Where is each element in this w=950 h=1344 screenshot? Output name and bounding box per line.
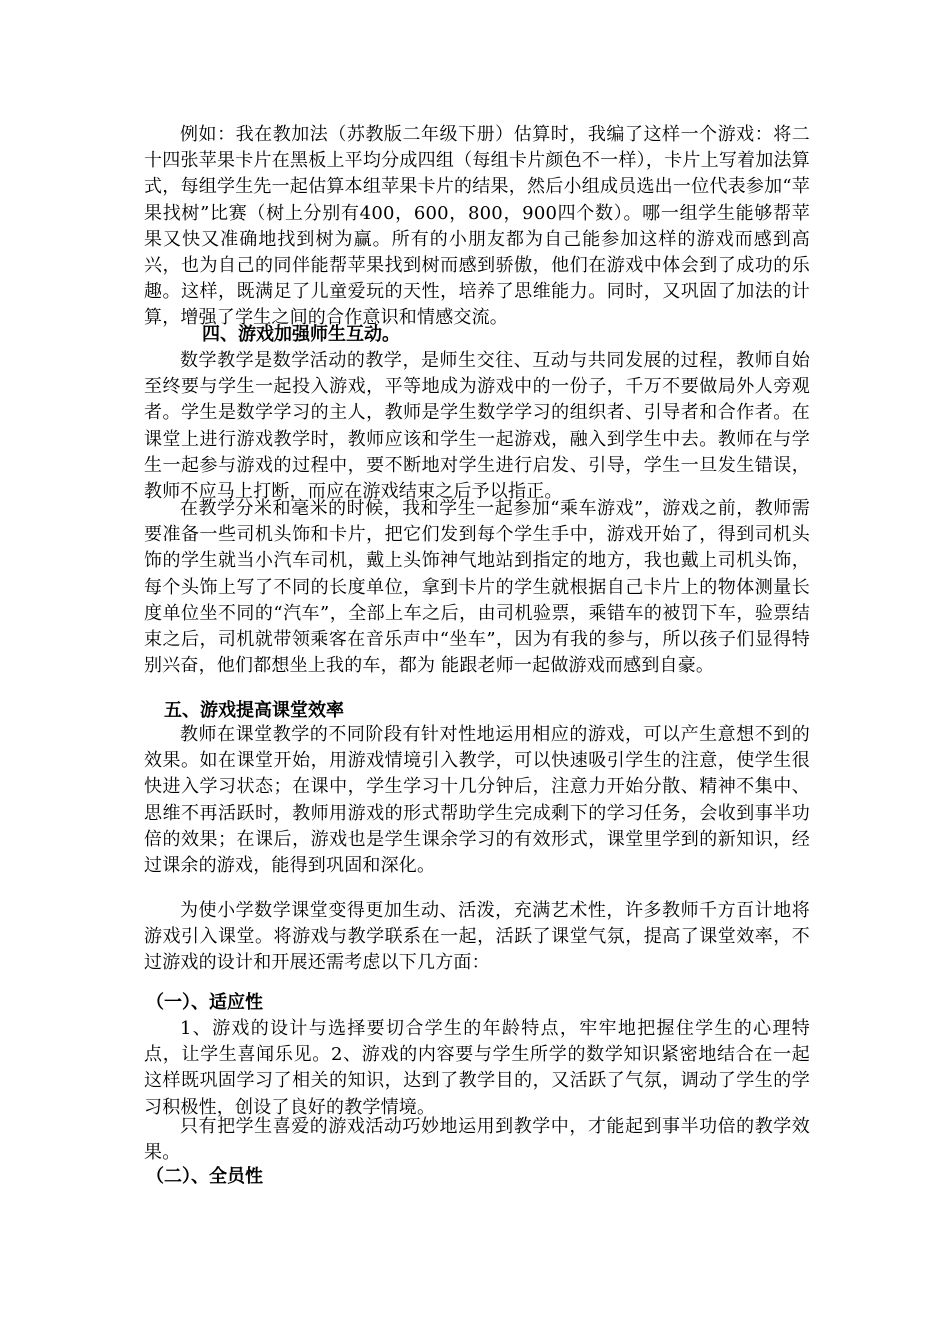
subsection-heading-adaptability: （一）、适应性 [146, 992, 263, 1013]
paragraph-teacher-student-interaction: 数学教学是数学活动的教学，是师生交往、互动与共同发展的过程，教师自始至终要与学生一起投入游戏，平等地成为游戏中的一份子，千万不要做局外人旁观者。学生是数学学习的主人，教师是学生数学学习的组织者、引导者和合作者。在课堂上进行游戏教学时，教师应该和学生一起游戏，融入到学生中去。教师在与学生一起参与游戏的过程中，要不断地对学生进行启发、引导，学生一旦发生错误，教师不应马上打断，而应在游戏结束之后予以指正。 [144, 350, 810, 503]
paragraph-game-design-intro: 为使小学数学课堂变得更加生动、活泼，充满艺术性，许多教师千方百计地将游戏引入课堂。将游戏与教学联系在一起，活跃了课堂气氛，提高了课堂效率，不过游戏的设计和开展还需考虑以下几方面： [144, 900, 810, 974]
paragraph-apple-game-example: 例如：我在教加法（苏教版二年级下册）估算时，我编了这样一个游戏：将二十四张苹果卡片在黑板上平均分成四组（每组卡片颜色不一样），卡片上写着加法算式，每组学生先一起估算本组苹果卡片的结果，然后小组成员选出一位代表参加“苹果找树”比赛（树上分别有400，600，800，900四个数）。哪一组学生能够帮苹果又快又准确地找到树为赢。所有的小朋友都为自己能参加这样的游戏而感到高兴，也为自己的同伴能帮苹果找到树而感到骄傲，他们在游戏中体会到了成功的乐趣。这样，既满足了儿童爱玩的天性，培养了思维能力。同时，又巩固了加法的计算，增强了学生之间的合作意识和情感交流。 [144, 124, 810, 329]
paragraph-adaptability-points: 1、游戏的设计与选择要切合学生的年龄特点，牢牢地把握住学生的心理特点，让学生喜闻乐见。2、游戏的内容要与学生所学的数学知识紧密地结合在一起这样既巩固学习了相关的知识，达到了教学目的，又活跃了气氛，调动了学生的学习积极性，创设了良好的教学情境。 [144, 1018, 810, 1118]
paragraph-adaptability-conclusion: 只有把学生喜爱的游戏活动巧妙地运用到教学中，才能起到事半功倍的教学效果。 [144, 1116, 810, 1164]
paragraph-classroom-efficiency: 教师在课堂教学的不同阶段有针对性地运用相应的游戏，可以产生意想不到的效果。如在课堂开始，用游戏情境引入教学，可以快速吸引学生的注意，使学生很快进入学习状态；在课中，学生学习十几分钟后，注意力开始分散、精神不集中、思维不再活跃时，教师用游戏的形式帮助学生完成剩下的学习任务，会收到事半功倍的效果；在课后，游戏也是学生课余学习的有效形式，课堂里学到的新知识，经过课余的游戏，能得到巩固和深化。 [144, 724, 810, 877]
section-heading-5: 五、游戏提高课堂效率 [164, 700, 344, 721]
section-heading-4: 四、游戏加强师生互动。 [202, 324, 400, 345]
paragraph-bus-game-example: 在教学分米和毫米的时候，我和学生一起参加“乘车游戏”，游戏之前，教师需要准备一些司机头饰和卡片，把它们发到每个学生手中，游戏开始了，得到司机头饰的学生就当小汽车司机，戴上头饰神气地站到指定的地方，我也戴上司机头饰，每个头饰上写了不同的长度单位，拿到卡片的学生就根据自己卡片上的物体测量长度单位坐不同的“汽车”，全部上车之后，由司机验票，乘错车的被罚下车，验票结束之后，司机就带领乘客在音乐声中“坐车”，因为有我的参与，所以孩子们显得特别兴奋，他们都想坐上我的车，都为 能跟老师一起做游戏而感到自豪。 [144, 498, 810, 677]
subsection-heading-inclusiveness: （二）、全员性 [146, 1166, 263, 1187]
